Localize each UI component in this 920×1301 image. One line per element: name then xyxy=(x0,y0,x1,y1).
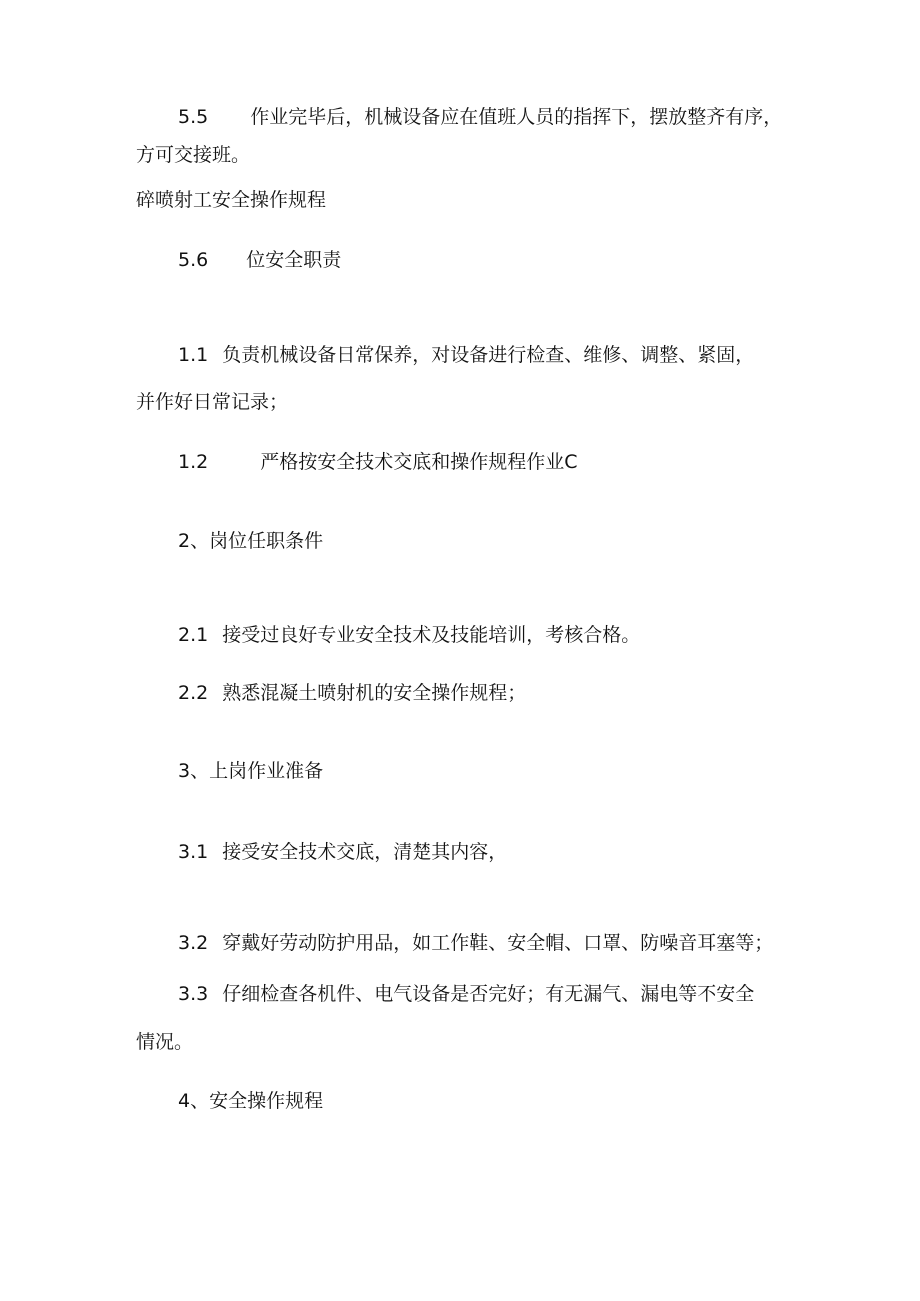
paragraph-number: 3.1 xyxy=(178,841,209,863)
paragraph-number: 3.2 xyxy=(178,932,209,954)
paragraph-3-3-line-2 xyxy=(136,1029,193,1055)
section-heading xyxy=(136,187,326,213)
paragraph-number: 3.3 xyxy=(178,983,209,1005)
paragraph-text: 严格按安全技术交底和操作规程作业C xyxy=(260,451,578,473)
paragraph-text: 负责机械设备日常保养，对设备进行检查、维修、调整、紧固， xyxy=(222,344,755,366)
paragraph-text: 穿戴好劳动防护用品，如工作鞋、安全帽、口罩、防噪音耳塞等； xyxy=(222,932,774,954)
paragraph-text: 位安全职责 xyxy=(246,249,342,271)
heading-text: 2、岗位任职条件 xyxy=(178,530,324,552)
paragraph-continuation: 并作好日常记录； xyxy=(136,391,289,413)
paragraph-number: 5.5 xyxy=(178,106,209,128)
paragraph-text: 接受过良好专业安全技术及技能培训，考核合格。 xyxy=(222,624,641,646)
paragraph-5-5-line-1 xyxy=(178,104,782,130)
paragraph-number: 1.1 xyxy=(178,344,209,366)
paragraph-2-1 xyxy=(178,622,640,648)
heading-text: 4、安全操作规程 xyxy=(178,1090,324,1112)
paragraph-5-5-line-2 xyxy=(136,142,250,168)
paragraph-1-2 xyxy=(178,449,578,475)
paragraph-continuation: 方可交接班。 xyxy=(136,144,251,166)
section-4-heading xyxy=(178,1088,323,1114)
paragraph-1-1-line-1 xyxy=(178,342,754,368)
paragraph-3-3-line-1 xyxy=(178,981,754,1007)
paragraph-3-2 xyxy=(178,930,773,956)
heading-text: 碎喷射工安全操作规程 xyxy=(136,189,327,211)
paragraph-text: 作业完毕后，机械设备应在值班人员的指挥下，摆放整齐有序， xyxy=(250,106,783,128)
paragraph-2-2 xyxy=(178,680,526,706)
heading-text: 3、上岗作业准备 xyxy=(178,760,324,782)
section-3-heading xyxy=(178,758,323,784)
paragraph-5-6 xyxy=(178,247,341,273)
paragraph-number: 5.6 xyxy=(178,249,209,271)
paragraph-1-1-line-2 xyxy=(136,389,288,415)
paragraph-3-1 xyxy=(178,839,507,865)
paragraph-number: 2.1 xyxy=(178,624,209,646)
paragraph-text: 仔细检查各机件、电气设备是否完好；有无漏气、漏电等不安全 xyxy=(222,983,755,1005)
paragraph-text: 熟悉混凝土喷射机的安全操作规程； xyxy=(222,682,527,704)
section-2-heading xyxy=(178,528,323,554)
paragraph-continuation: 情况。 xyxy=(136,1031,194,1053)
paragraph-number: 1.2 xyxy=(178,451,209,473)
paragraph-number: 2.2 xyxy=(178,682,209,704)
paragraph-text: 接受安全技术交底，清楚其内容， xyxy=(222,841,508,863)
